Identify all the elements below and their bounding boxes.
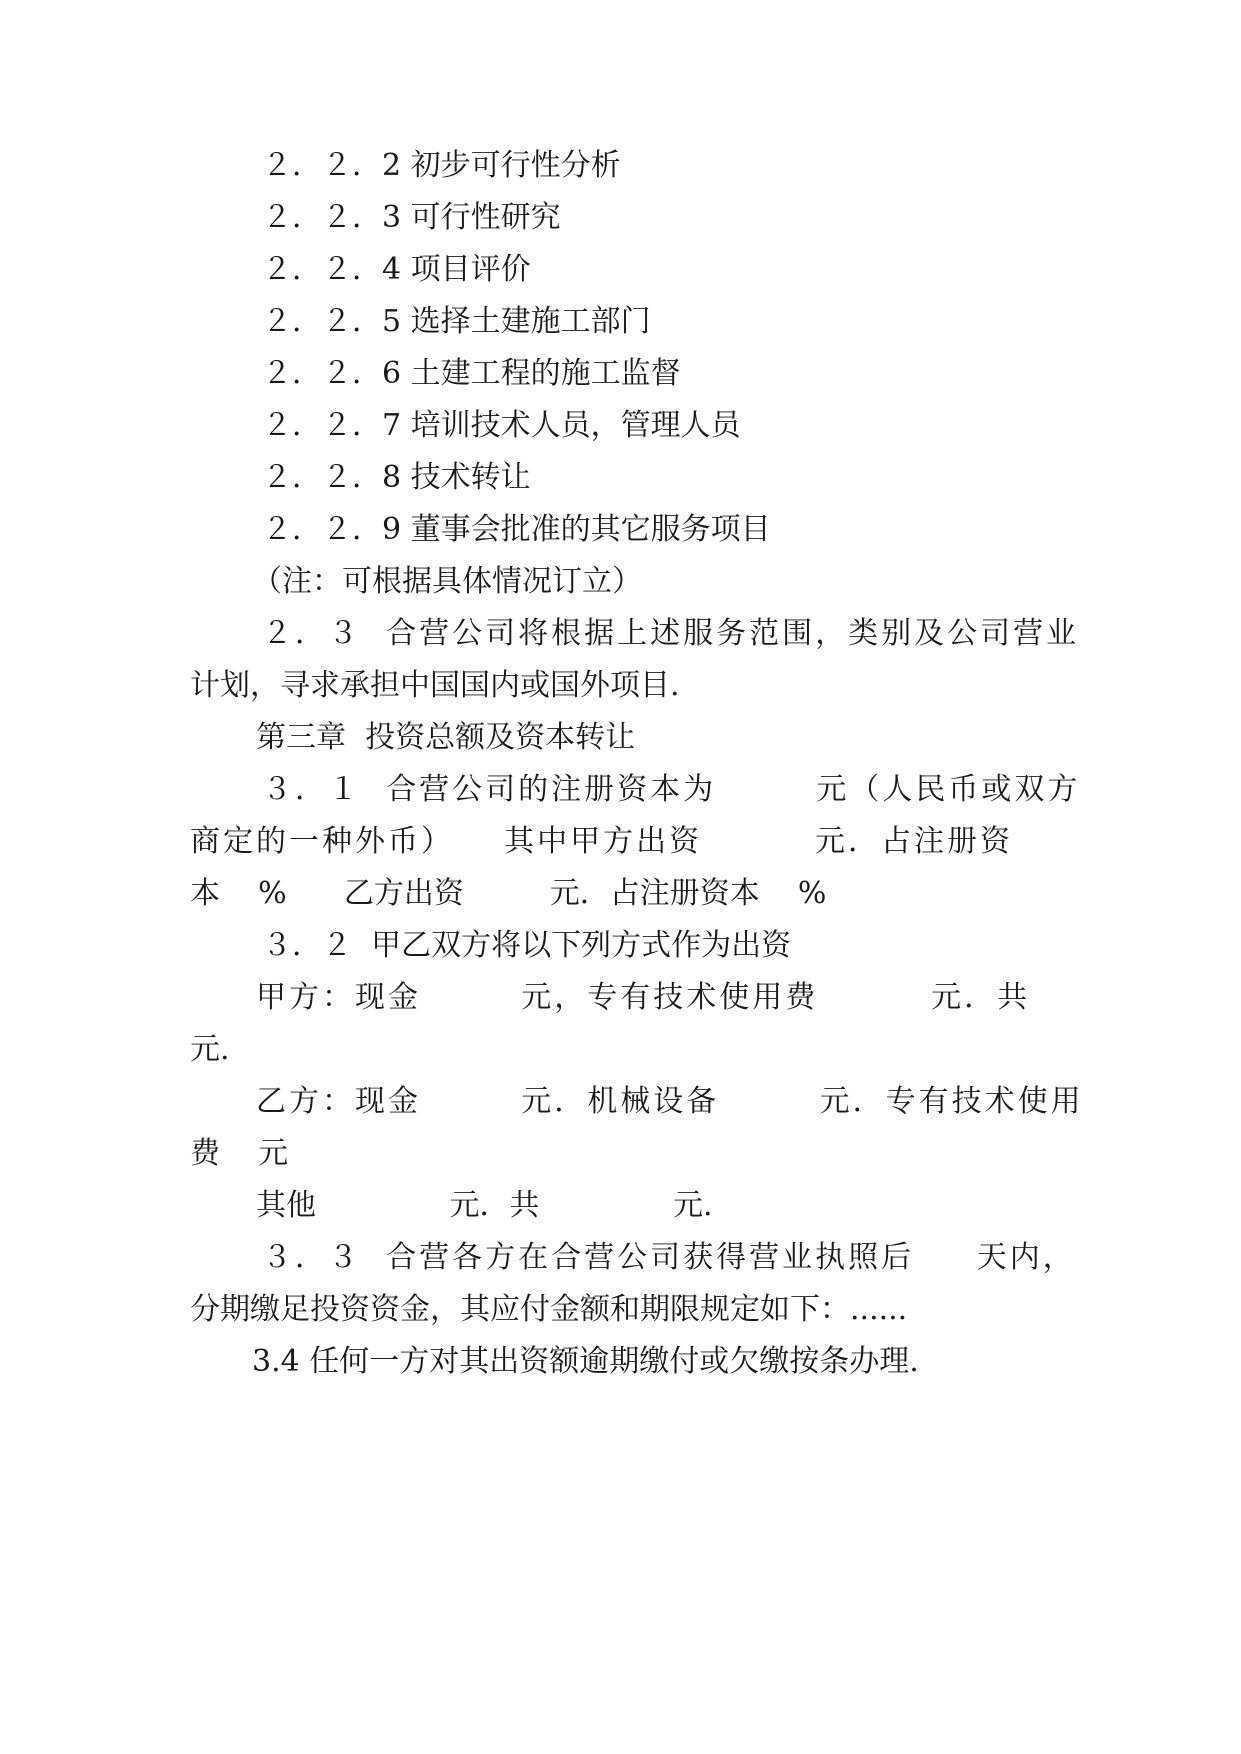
section-2-3-line-1: ２．３ 合营公司将根据上述服务范围，类别及公司营业 — [262, 616, 1080, 651]
section-3-4: 3.4 任何一方对其出资额逾期缴付或欠缴按条办理. — [252, 1344, 919, 1379]
section-2-2-3: ２．２．3 可行性研究 — [262, 200, 561, 235]
section-3-3-line-2: 分期缴足投资资金，其应付金额和期限规定如下：...... — [190, 1292, 908, 1327]
section-2-3-line-2: 计划，寻求承担中国国内或国外项目. — [190, 668, 680, 703]
section-3-3-line-1: ３．３ 合营各方在合营公司获得营业执照后 天内， — [262, 1240, 1076, 1275]
section-3-1-line-3: 本 % 乙方出资 元．占注册资本 % — [190, 876, 827, 911]
section-2-2-6: ２．２．6 土建工程的施工监督 — [262, 356, 681, 391]
section-3-2: ３．２ 甲乙双方将以下列方式作为出资 — [262, 928, 792, 963]
section-2-2-2: ２．２．2 初步可行性分析 — [262, 148, 621, 183]
section-3-1-line-2: 商定的一种外币） 其中甲方出资 元．占注册资 — [190, 824, 1013, 859]
party-a-contribution-line-2: 元. — [190, 1032, 230, 1067]
section-3-1-line-1: ３．１ 合营公司的注册资本为 元（人民币或双方 — [262, 772, 1081, 807]
note-line: （注：可根据具体情况订立） — [252, 564, 642, 599]
section-2-2-4: ２．２．4 项目评价 — [262, 252, 531, 287]
section-2-2-7: ２．２．7 培训技术人员，管理人员 — [262, 408, 741, 443]
party-b-contribution-line-2: 费 元 — [190, 1136, 289, 1171]
section-2-2-8: ２．２．8 技术转让 — [262, 460, 531, 495]
section-2-2-5: ２．２．5 选择土建施工部门 — [262, 304, 651, 339]
chapter-3-heading: 第三章 投资总额及资本转让 — [256, 720, 636, 755]
party-a-contribution-line-1: 甲方：现金 元，专有技术使用费 元．共 — [256, 980, 1031, 1015]
party-b-contribution-line-1: 乙方：现金 元．机械设备 元．专有技术使用 — [256, 1084, 1084, 1119]
section-2-2-9: ２．２．9 董事会批准的其它服务项目 — [262, 512, 771, 547]
other-contribution-line: 其他 元．共 元. — [256, 1188, 713, 1223]
